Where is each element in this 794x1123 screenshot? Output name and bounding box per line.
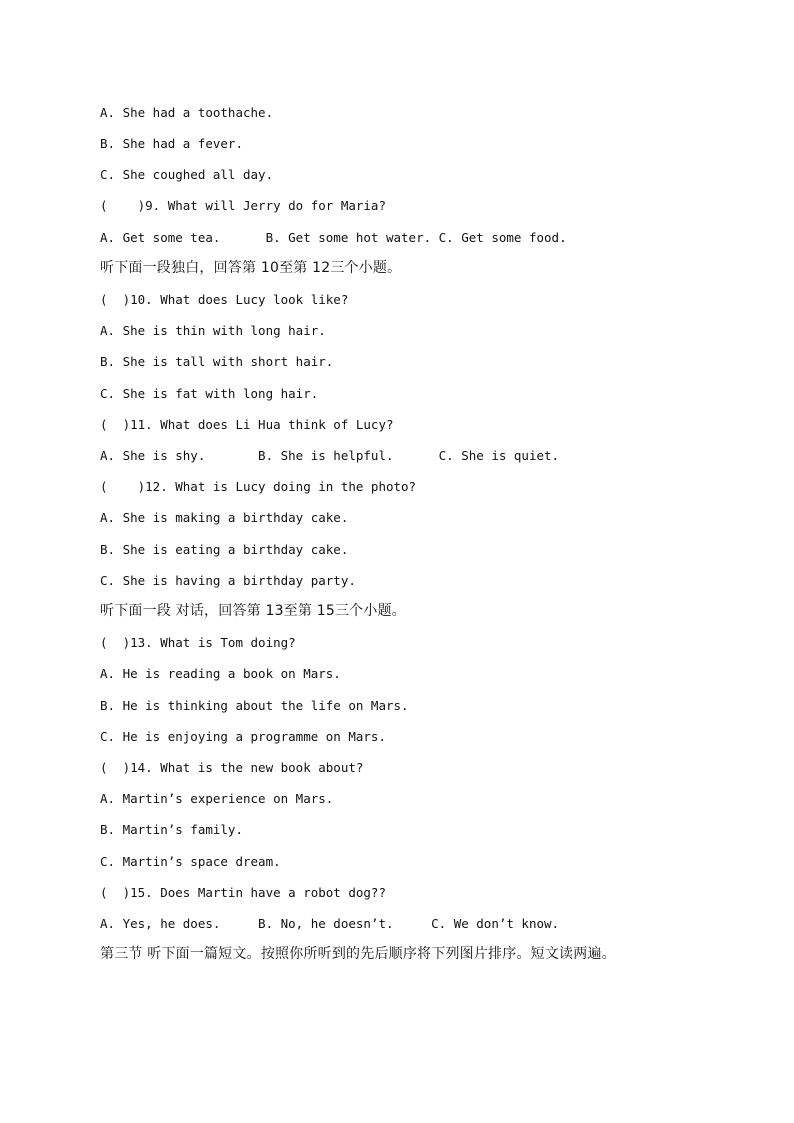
question-13: ( )13. What is Tom doing? <box>100 635 296 650</box>
option-8b: B. She had a fever. <box>100 136 243 151</box>
option-8c: C. She coughed all day. <box>100 167 274 182</box>
section-three-instruction: 第三节 听下面一篇短文。按照你所听到的先后顺序将下列图片排序。短文读两遍。 <box>100 946 616 962</box>
question-14: ( )14. What is the new book about? <box>100 760 364 775</box>
question-11: ( )11. What does Li Hua think of Lucy? <box>100 417 394 432</box>
options-11: A. She is shy. B. She is helpful. C. She is quiet. <box>100 448 560 463</box>
option-13c: C. He is enjoying a programme on Mars. <box>100 729 386 744</box>
option-12b: B. She is eating a birthday cake. <box>100 542 349 557</box>
option-13a: A. He is reading a book on Mars. <box>100 666 341 681</box>
option-14a: A. Martin’s experience on Mars. <box>100 791 334 806</box>
option-10c: C. She is fat with long hair. <box>100 386 319 401</box>
question-10: ( )10. What does Lucy look like? <box>100 292 349 307</box>
option-14b: B. Martin’s family. <box>100 822 243 837</box>
option-8a: A. She had a toothache. <box>100 105 274 120</box>
option-10a: A. She is thin with long hair. <box>100 323 326 338</box>
options-15: A. Yes, he does. B. No, he doesn’t. C. We don’t know. <box>100 916 560 931</box>
option-12c: C. She is having a birthday party. <box>100 573 356 588</box>
question-15: ( )15. Does Martin have a robot dog?? <box>100 885 386 900</box>
option-13b: B. He is thinking about the life on Mars. <box>100 698 409 713</box>
question-12: ( )12. What is Lucy doing in the photo? <box>100 479 417 494</box>
option-10b: B. She is tall with short hair. <box>100 354 334 369</box>
option-14c: C. Martin’s space dream. <box>100 854 281 869</box>
options-9: A. Get some tea. B. Get some hot water. C. Get some food. <box>100 230 567 245</box>
section-instruction-dialogue: 听下面一段 对话，回答第 13至第 15三个小题。 <box>100 603 406 619</box>
question-9: ( )9. What will Jerry do for Maria? <box>100 198 386 213</box>
option-12a: A. She is making a birthday cake. <box>100 510 349 525</box>
section-instruction-monologue: 听下面一段独白，回答第 10至第 12三个小题。 <box>100 260 402 276</box>
